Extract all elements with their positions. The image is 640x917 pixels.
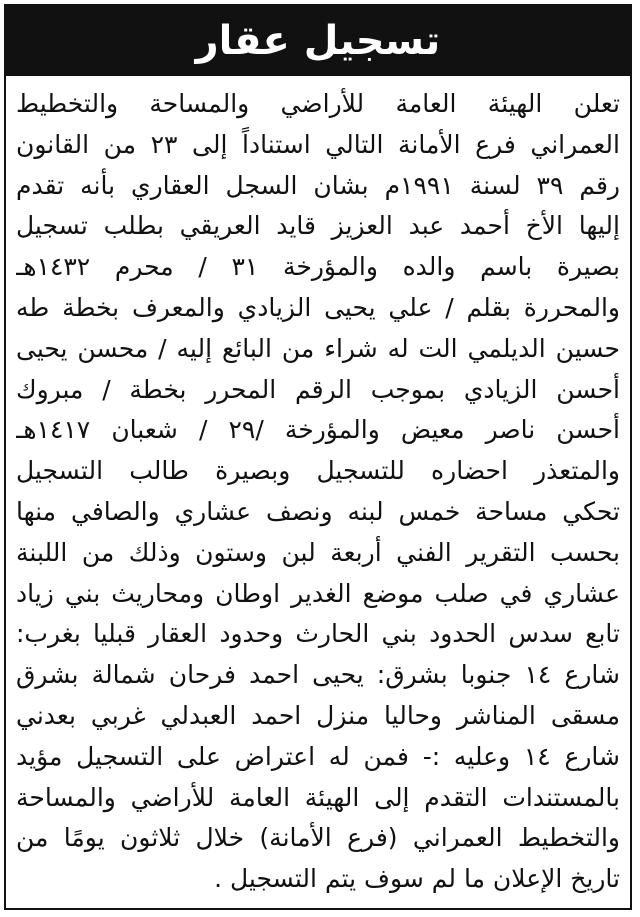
notice-line: حسين الديلمي الت له شراء من البائع إليه / محسن يحيى (16, 333, 620, 363)
notice-line: شارع ١٤ وعليه :- فمن له اعتراض على التسجيل مؤيد (16, 741, 620, 771)
notice-body (16, 84, 620, 900)
notice-line: عشاري في صلب موضع الغدير اوطان ومحاريث بني زياد (16, 578, 620, 608)
notice-line: العمراني فرع الأمانة التالي استناداً إلى ٢٣ من القانون (16, 129, 620, 159)
legal-notice (4, 4, 632, 910)
notice-title: تسجيل عقار (195, 18, 441, 64)
notice-line: والمحررة بقلم / علي يحيى الزيادي والمعرف بخطة طه (16, 292, 620, 322)
notice-line: أحسن الزيادي بموجب الرقم المحرر بخطة / مبروك (16, 374, 620, 404)
notice-line: رقم ٣٩ لسنة ١٩٩١م بشان السجل العقاري بأنه تقدم (16, 170, 620, 200)
notice-line-last: تاريخ الإعلان ما لم سوف يتم التسجيل . (214, 864, 620, 894)
notice-line: أحسن ناصر معيض والمؤرخة /٢٩ / شعبان ١٤١٧هـ (16, 415, 620, 445)
notice-line: مسقى المناشر وحاليا منزل احمد العبدلي غربي بعدني (16, 700, 620, 730)
notice-header-banner (6, 6, 630, 76)
notice-line: والمتعذر احضاره للتسجيل وبصيرة طالب التسجيل (16, 456, 620, 486)
notice-line: والتخطيط العمراني (فرع الأمانة) خلال ثلاثون يومًا من (16, 823, 620, 853)
notice-line: بحسب التقرير الفني أربعة لبن وستون وذلك من اللبنة (16, 537, 620, 567)
notice-line: تحكي مساحة خمس لبنه ونصف عشاري والصافي منها (16, 496, 620, 526)
notice-line: شارع ١٤ جنوبا بشرق: يحيى احمد فرحان شمالة بشرق (16, 660, 620, 690)
notice-line: بالمستندات التقدم إلى الهيئة العامة للأراضي والمساحة (16, 782, 620, 812)
notice-line: تابع سدس الحدود بني الحارث وحدود العقار قبليا بغرب: (16, 619, 620, 649)
notice-line: تعلن الهيئة العامة للأراضي والمساحة والتخطيط (16, 89, 620, 118)
notice-line: بصيرة باسم والده والمؤرخة ٣١ / محرم ١٤٣٢هـ (16, 252, 620, 282)
notice-line: إليها الأخ أحمد عبد العزيز قايد العريقي بطلب تسجيل (16, 211, 620, 241)
